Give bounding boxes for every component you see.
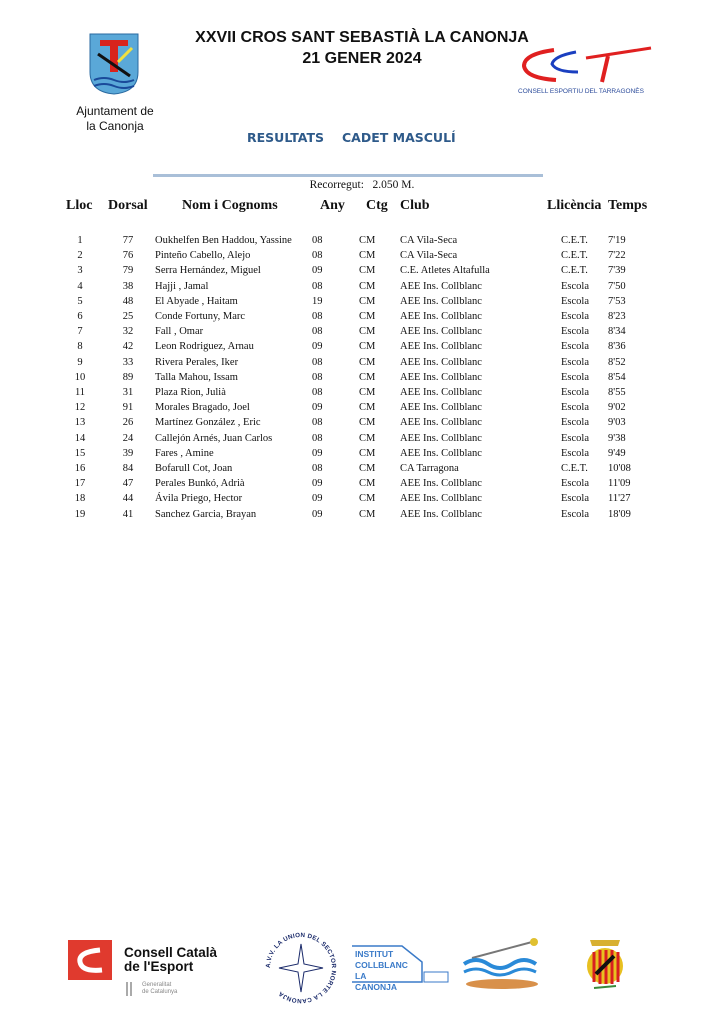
col-lloc: Lloc [66,198,93,213]
table-row [0,417,724,432]
table-row [0,387,724,402]
cell-club: AEE Ins. Collblanc [400,478,482,490]
consell-catala-esport-logo [68,940,218,1000]
cell-bib: 44 [122,493,134,505]
cell-bib: 42 [122,341,134,353]
cell-athlete-name: Oukhelfen Ben Haddou, Yassine [155,235,292,246]
table-row [0,250,724,265]
cell-category: CM [359,478,376,490]
table-row [0,357,724,372]
cell-category: CM [359,311,376,322]
avv-logo-text: A.V.V. LA UNION DEL SECTOR NORTE LA CANONJA [264,932,338,1004]
cell-category: CM [359,341,376,353]
cell-time: 18'09 [608,508,631,520]
cell-bib: 26 [122,417,134,429]
cell-birth-year: 08 [312,235,323,246]
cell-place: 1 [77,235,83,246]
cell-club: CA Tarragona [400,463,459,474]
cell-birth-year: 09 [312,508,323,520]
cell-license: Escola [561,493,589,505]
cell-athlete-name: Fares , Amine [155,447,214,459]
table-row [0,265,724,280]
cell-bib: 84 [122,463,134,474]
col-club: Club [400,198,430,213]
table-row [0,341,724,356]
cell-club: CA Vila-Seca [400,250,458,262]
cell-athlete-name: Ávila Priego, Hector [155,493,243,505]
cell-club: AEE Ins. Collblanc [400,447,482,459]
cell-category: CM [359,326,376,338]
col-ctg: Ctg [366,198,388,213]
cell-time: 7'50 [608,280,626,292]
cell-athlete-name: Fall , Omar [155,326,204,338]
cell-birth-year: 09 [312,447,323,459]
cell-license: Escola [561,280,589,292]
cell-place: 3 [77,265,83,277]
cell-time: 9'49 [608,447,626,459]
cell-time: 8'23 [608,311,626,322]
cell-license: Escola [561,417,589,429]
cell-athlete-name: Hajji , Jamal [155,280,209,292]
cell-time: 11'09 [608,478,631,490]
cet-logo-text: CONSELL ESPORTIU DEL TARRAGONÈS [518,88,644,95]
cell-birth-year: 08 [312,432,323,444]
cell-club: C.E. Atletes Altafulla [400,265,490,277]
cell-category: CM [359,250,376,262]
cell-license: Escola [561,326,589,338]
cell-place: 15 [74,447,86,459]
cell-athlete-name: Leon Rodriguez, Arnau [155,341,254,353]
section-label: RESULTATS [247,130,325,145]
table-row [0,463,724,478]
cell-athlete-name: Perales Bunkó, Adrià [155,478,245,490]
cell-place: 12 [74,402,86,414]
cell-category: CM [359,493,376,505]
cell-athlete-name: Callejón Arnés, Juan Carlos [155,432,273,444]
col-any: Any [320,198,345,213]
cell-club: AEE Ins. Collblanc [400,356,482,368]
cell-birth-year: 09 [312,478,323,490]
cell-place: 14 [74,432,86,444]
cell-license: Escola [561,295,589,307]
cell-birth-year: 08 [312,371,323,383]
cell-category: CM [359,508,376,520]
table-row [0,311,724,326]
cell-birth-year: 09 [312,402,323,414]
ccesport-line1: Consell Català [124,945,218,960]
municipality-line2: la Canonja [86,119,144,133]
generalitat-line2: de Catalunya [142,989,178,995]
cell-category: CM [359,295,376,307]
cell-club: AEE Ins. Collblanc [400,417,482,429]
cell-birth-year: 08 [312,417,323,429]
cell-license: C.E.T. [561,463,588,474]
cell-birth-year: 08 [312,280,323,292]
cell-bib: 24 [122,432,134,444]
cell-birth-year: 09 [312,265,323,277]
cell-place: 7 [77,326,83,338]
cell-category: CM [359,280,376,292]
cell-place: 16 [74,463,86,474]
cell-place: 4 [77,280,83,292]
cell-club: AEE Ins. Collblanc [400,341,482,353]
col-llicencia: Llicència [547,198,602,213]
cell-place: 9 [77,356,83,368]
cell-birth-year: 08 [312,326,323,338]
cell-athlete-name: El Abyade , Haitam [155,295,238,307]
municipality-line1: Ajuntament de [76,104,154,118]
municipality-name [60,104,170,134]
cell-athlete-name: Conde Fortuny, Marc [155,311,246,322]
cell-bib: 33 [122,356,134,368]
canonja-crest-logo [580,934,630,994]
cell-athlete-name: Rivera Perales, Iker [155,356,239,368]
cell-license: C.E.T. [561,235,588,246]
cell-license: Escola [561,371,589,383]
cell-club: AEE Ins. Collblanc [400,387,482,398]
cell-bib: 48 [122,295,134,307]
cell-athlete-name: Bofarull Cot, Joan [155,463,233,474]
cell-time: 9'38 [608,432,626,444]
cell-athlete-name: Pinteño Cabello, Alejo [155,250,251,262]
cell-club: CA Vila-Seca [400,235,458,246]
cell-club: AEE Ins. Collblanc [400,402,482,414]
cell-category: CM [359,265,376,277]
cell-birth-year: 08 [312,356,323,368]
cell-club: AEE Ins. Collblanc [400,280,482,292]
table-row [0,448,724,463]
cell-license: Escola [561,447,589,459]
cell-bib: 41 [122,508,134,520]
cell-license: Escola [561,478,589,490]
cell-bib: 25 [122,311,134,322]
table-row [0,326,724,341]
table-row [0,478,724,493]
table-row [0,433,724,448]
cell-club: AEE Ins. Collblanc [400,508,482,520]
cell-bib: 91 [122,402,134,414]
cell-birth-year: 08 [312,250,323,262]
cell-place: 8 [77,341,83,353]
cell-athlete-name: Martínez González , Eric [155,417,261,429]
cell-place: 10 [74,371,86,383]
cell-birth-year: 09 [312,341,323,353]
event-title: XXVII CROS SANT SEBASTIÀ LA CANONJA [195,29,529,46]
cell-license: C.E.T. [561,250,588,262]
cell-time: 9'02 [608,402,626,414]
cell-bib: 39 [122,447,134,459]
cell-license: Escola [561,432,589,444]
cell-birth-year: 09 [312,493,323,505]
divider [153,174,543,177]
cell-place: 18 [74,493,86,505]
cell-bib: 47 [122,478,134,490]
cell-birth-year: 08 [312,463,323,474]
cell-category: CM [359,235,376,246]
cell-license: Escola [561,402,589,414]
col-dorsal: Dorsal [108,198,148,213]
category-label: CADET MASCULÍ [342,130,456,145]
cell-bib: 79 [122,265,134,277]
institut-collblanc-logo [352,942,452,990]
cell-place: 17 [74,478,86,490]
cell-place: 2 [77,250,83,262]
cell-license: Escola [561,311,589,322]
cell-club: AEE Ins. Collblanc [400,432,482,444]
table-row [0,372,724,387]
avv-sector-norte-logo [263,932,339,1004]
table-row [0,281,724,296]
cell-time: 9'03 [608,417,626,429]
cell-place: 5 [77,295,83,307]
table-row [0,493,724,508]
cell-license: Escola [561,356,589,368]
cell-category: CM [359,402,376,414]
cell-category: CM [359,371,376,383]
ccesport-mark-icon [68,940,112,980]
cell-license: Escola [561,508,589,520]
cell-athlete-name: Talla Mahou, Issam [155,371,238,383]
cell-place: 11 [74,387,86,398]
ccesport-line2: de l'Esport [124,959,194,974]
cell-time: 8'54 [608,371,626,383]
cell-time: 7'53 [608,295,626,307]
event-date: 21 GENER 2024 [302,50,422,67]
cet-logo [516,42,661,102]
cell-time: 10'08 [608,463,631,474]
cell-birth-year: 19 [312,295,323,307]
cell-bib: 89 [122,371,134,383]
cell-bib: 77 [122,235,134,246]
cell-bib: 76 [122,250,134,262]
canonja-river-logo [462,936,550,994]
course-value: 2.050 M. [372,179,415,191]
course-distance [0,179,724,191]
cell-club: AEE Ins. Collblanc [400,326,482,338]
cell-time: 7'19 [608,235,626,246]
cell-time: 7'39 [608,265,626,277]
cell-club: AEE Ins. Collblanc [400,295,482,307]
collblanc-logo-text: INSTITUT COLLBLANC LA CANONJA [355,949,408,992]
cell-bib: 32 [122,326,134,338]
cell-category: CM [359,356,376,368]
course-label: Recorregut: [309,179,364,191]
cell-category: CM [359,447,376,459]
table-row [0,509,724,524]
col-name: Nom i Cognoms [182,198,278,213]
cell-athlete-name: Morales Bragado, Joel [155,402,250,414]
cell-time: 8'55 [608,387,626,398]
cell-category: CM [359,463,376,474]
cell-club: AEE Ins. Collblanc [400,371,482,383]
cell-time: 8'52 [608,356,626,368]
cell-license: Escola [561,341,589,353]
cell-category: CM [359,417,376,429]
cell-bib: 38 [122,280,134,292]
table-row [0,296,724,311]
cell-category: CM [359,432,376,444]
cell-birth-year: 08 [312,387,323,398]
table-row [0,235,724,250]
svg-text:A.V.V. LA UNION DEL SECTOR NOR [265,932,337,1004]
cell-place: 19 [74,508,86,520]
cell-bib: 31 [122,387,134,398]
cell-birth-year: 08 [312,311,323,322]
cell-place: 6 [77,311,83,322]
cell-time: 8'34 [608,326,626,338]
cell-athlete-name: Serra Hernández, Miguel [155,265,261,277]
cell-athlete-name: Sanchez Garcia, Brayan [155,508,257,520]
generalitat-line1: Generalitat [142,982,172,988]
cell-license: Escola [561,387,589,398]
table-row [0,402,724,417]
cell-club: AEE Ins. Collblanc [400,493,482,505]
cell-athlete-name: Plaza Rion, Julià [155,387,226,398]
cell-time: 8'36 [608,341,626,353]
cell-place: 13 [74,417,86,429]
col-temps: Temps [608,198,648,213]
cell-license: C.E.T. [561,265,588,277]
cell-time: 11'27 [608,493,631,505]
cell-category: CM [359,387,376,398]
cell-club: AEE Ins. Collblanc [400,311,482,322]
cell-time: 7'22 [608,250,626,262]
